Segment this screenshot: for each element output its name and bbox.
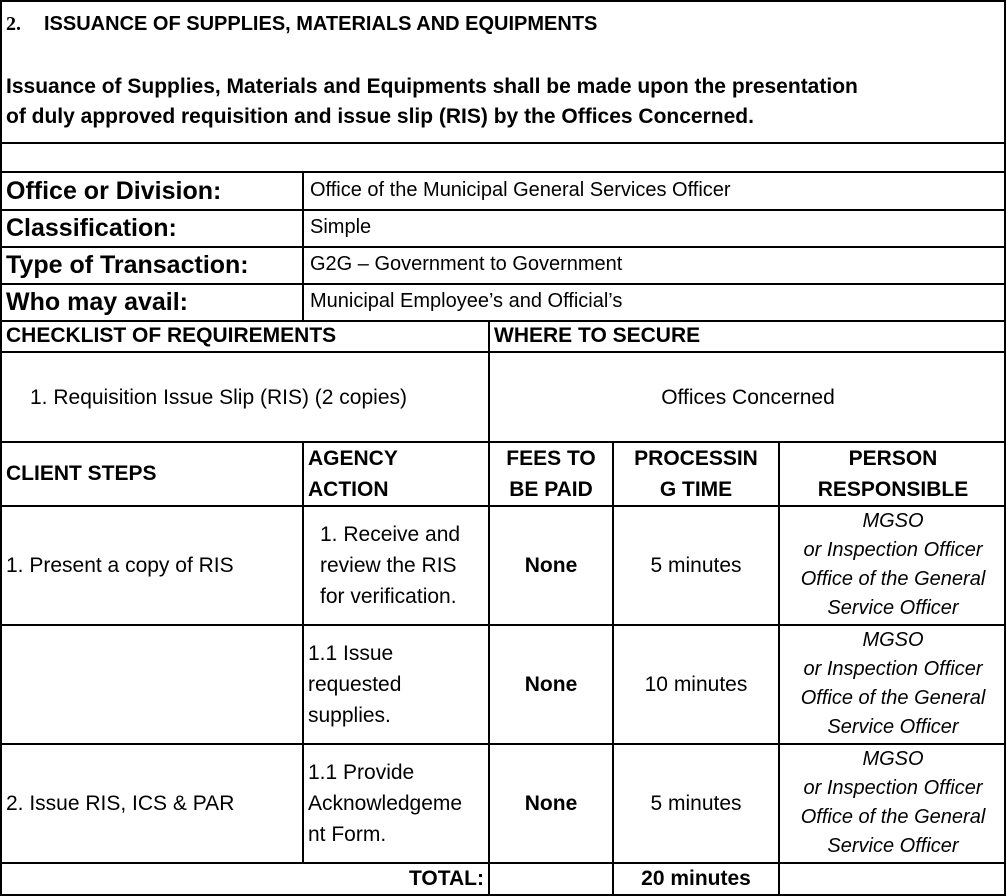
fee-value: None xyxy=(524,554,578,577)
total-value: 20 minutes xyxy=(641,867,751,890)
col-divider xyxy=(302,171,304,320)
col-divider xyxy=(612,441,614,896)
person-line: Service Officer xyxy=(827,835,959,857)
person-responsible-header: PERSON xyxy=(848,447,938,470)
processing-time: 5 minutes xyxy=(650,554,742,577)
agency-action-line: 1.1 Provide xyxy=(308,761,415,784)
row-divider xyxy=(0,351,1006,353)
requirement-where: Offices Concerned xyxy=(661,386,835,409)
agency-action-header: AGENCY xyxy=(308,447,398,470)
person-line: Service Officer xyxy=(827,597,959,619)
fee-value: None xyxy=(524,673,578,696)
person-line: MGSO xyxy=(862,510,924,532)
info-value-who: Municipal Employee’s and Official’s xyxy=(310,290,623,312)
agency-action-line: supplies. xyxy=(308,704,391,727)
section-title: ISSUANCE OF SUPPLIES, MATERIALS AND EQUIPMENTS xyxy=(44,13,598,35)
agency-action-line: for verification. xyxy=(320,585,457,608)
person-line: MGSO xyxy=(862,748,924,770)
row-divider xyxy=(0,441,1006,443)
col-divider xyxy=(488,441,490,896)
agency-action-line: 1.1 Issue xyxy=(308,642,394,665)
requirement-item: 1. Requisition Issue Slip (RIS) (2 copies) xyxy=(30,386,407,409)
person-line: MGSO xyxy=(862,629,924,651)
info-label-office: Office or Division: xyxy=(6,177,222,205)
row-divider xyxy=(0,142,1006,144)
info-value-classification: Simple xyxy=(310,216,372,238)
fee-value: None xyxy=(524,792,578,815)
col-divider xyxy=(302,441,304,862)
checklist-header: CHECKLIST OF REQUIREMENTS xyxy=(6,324,337,347)
col-divider xyxy=(488,320,490,441)
info-value-transaction: G2G – Government to Government xyxy=(310,253,623,275)
client-steps-header: CLIENT STEPS xyxy=(6,462,157,485)
agency-action-line: nt Form. xyxy=(308,823,387,846)
info-label-transaction: Type of Transaction: xyxy=(6,251,249,279)
row-divider xyxy=(0,862,1006,864)
person-line: or Inspection Officer xyxy=(803,539,983,561)
processing-time-header: PROCESSIN xyxy=(634,447,758,470)
agency-action-line: requested xyxy=(308,673,402,696)
client-step: 1. Present a copy of RIS xyxy=(6,554,234,577)
intro-line: Issuance of Supplies, Materials and Equipments shall be made upon the presentation xyxy=(6,75,858,98)
info-value-office: Office of the Municipal General Services Officer xyxy=(310,179,731,201)
total-label: TOTAL: xyxy=(408,867,484,890)
agency-action-line: 1. Receive and xyxy=(320,523,461,546)
person-line: or Inspection Officer xyxy=(803,777,983,799)
processing-time: 10 minutes xyxy=(644,673,748,696)
person-responsible-header: RESPONSIBLE xyxy=(817,478,969,501)
intro-line: of duly approved requisition and issue slip (RIS) by the Offices Concerned. xyxy=(6,105,754,128)
processing-time-header: G TIME xyxy=(659,478,733,501)
processing-time: 5 minutes xyxy=(650,792,742,815)
where-header: WHERE TO SECURE xyxy=(494,324,701,347)
person-line: or Inspection Officer xyxy=(803,658,983,680)
client-step: 2. Issue RIS, ICS & PAR xyxy=(6,792,235,815)
agency-action-line: review the RIS xyxy=(320,554,457,577)
info-label-who: Who may avail: xyxy=(6,288,188,316)
info-label-classification: Classification: xyxy=(6,214,177,242)
fees-header: BE PAID xyxy=(509,478,593,501)
fees-header: FEES TO xyxy=(506,447,596,470)
section-number: 2. xyxy=(6,13,21,35)
agency-action-line: Acknowledgeme xyxy=(308,792,463,815)
person-line: Service Officer xyxy=(827,716,959,738)
person-line: Office of the General xyxy=(800,568,986,590)
agency-action-header: ACTION xyxy=(308,478,389,501)
person-line: Office of the General xyxy=(800,806,986,828)
person-line: Office of the General xyxy=(800,687,986,709)
